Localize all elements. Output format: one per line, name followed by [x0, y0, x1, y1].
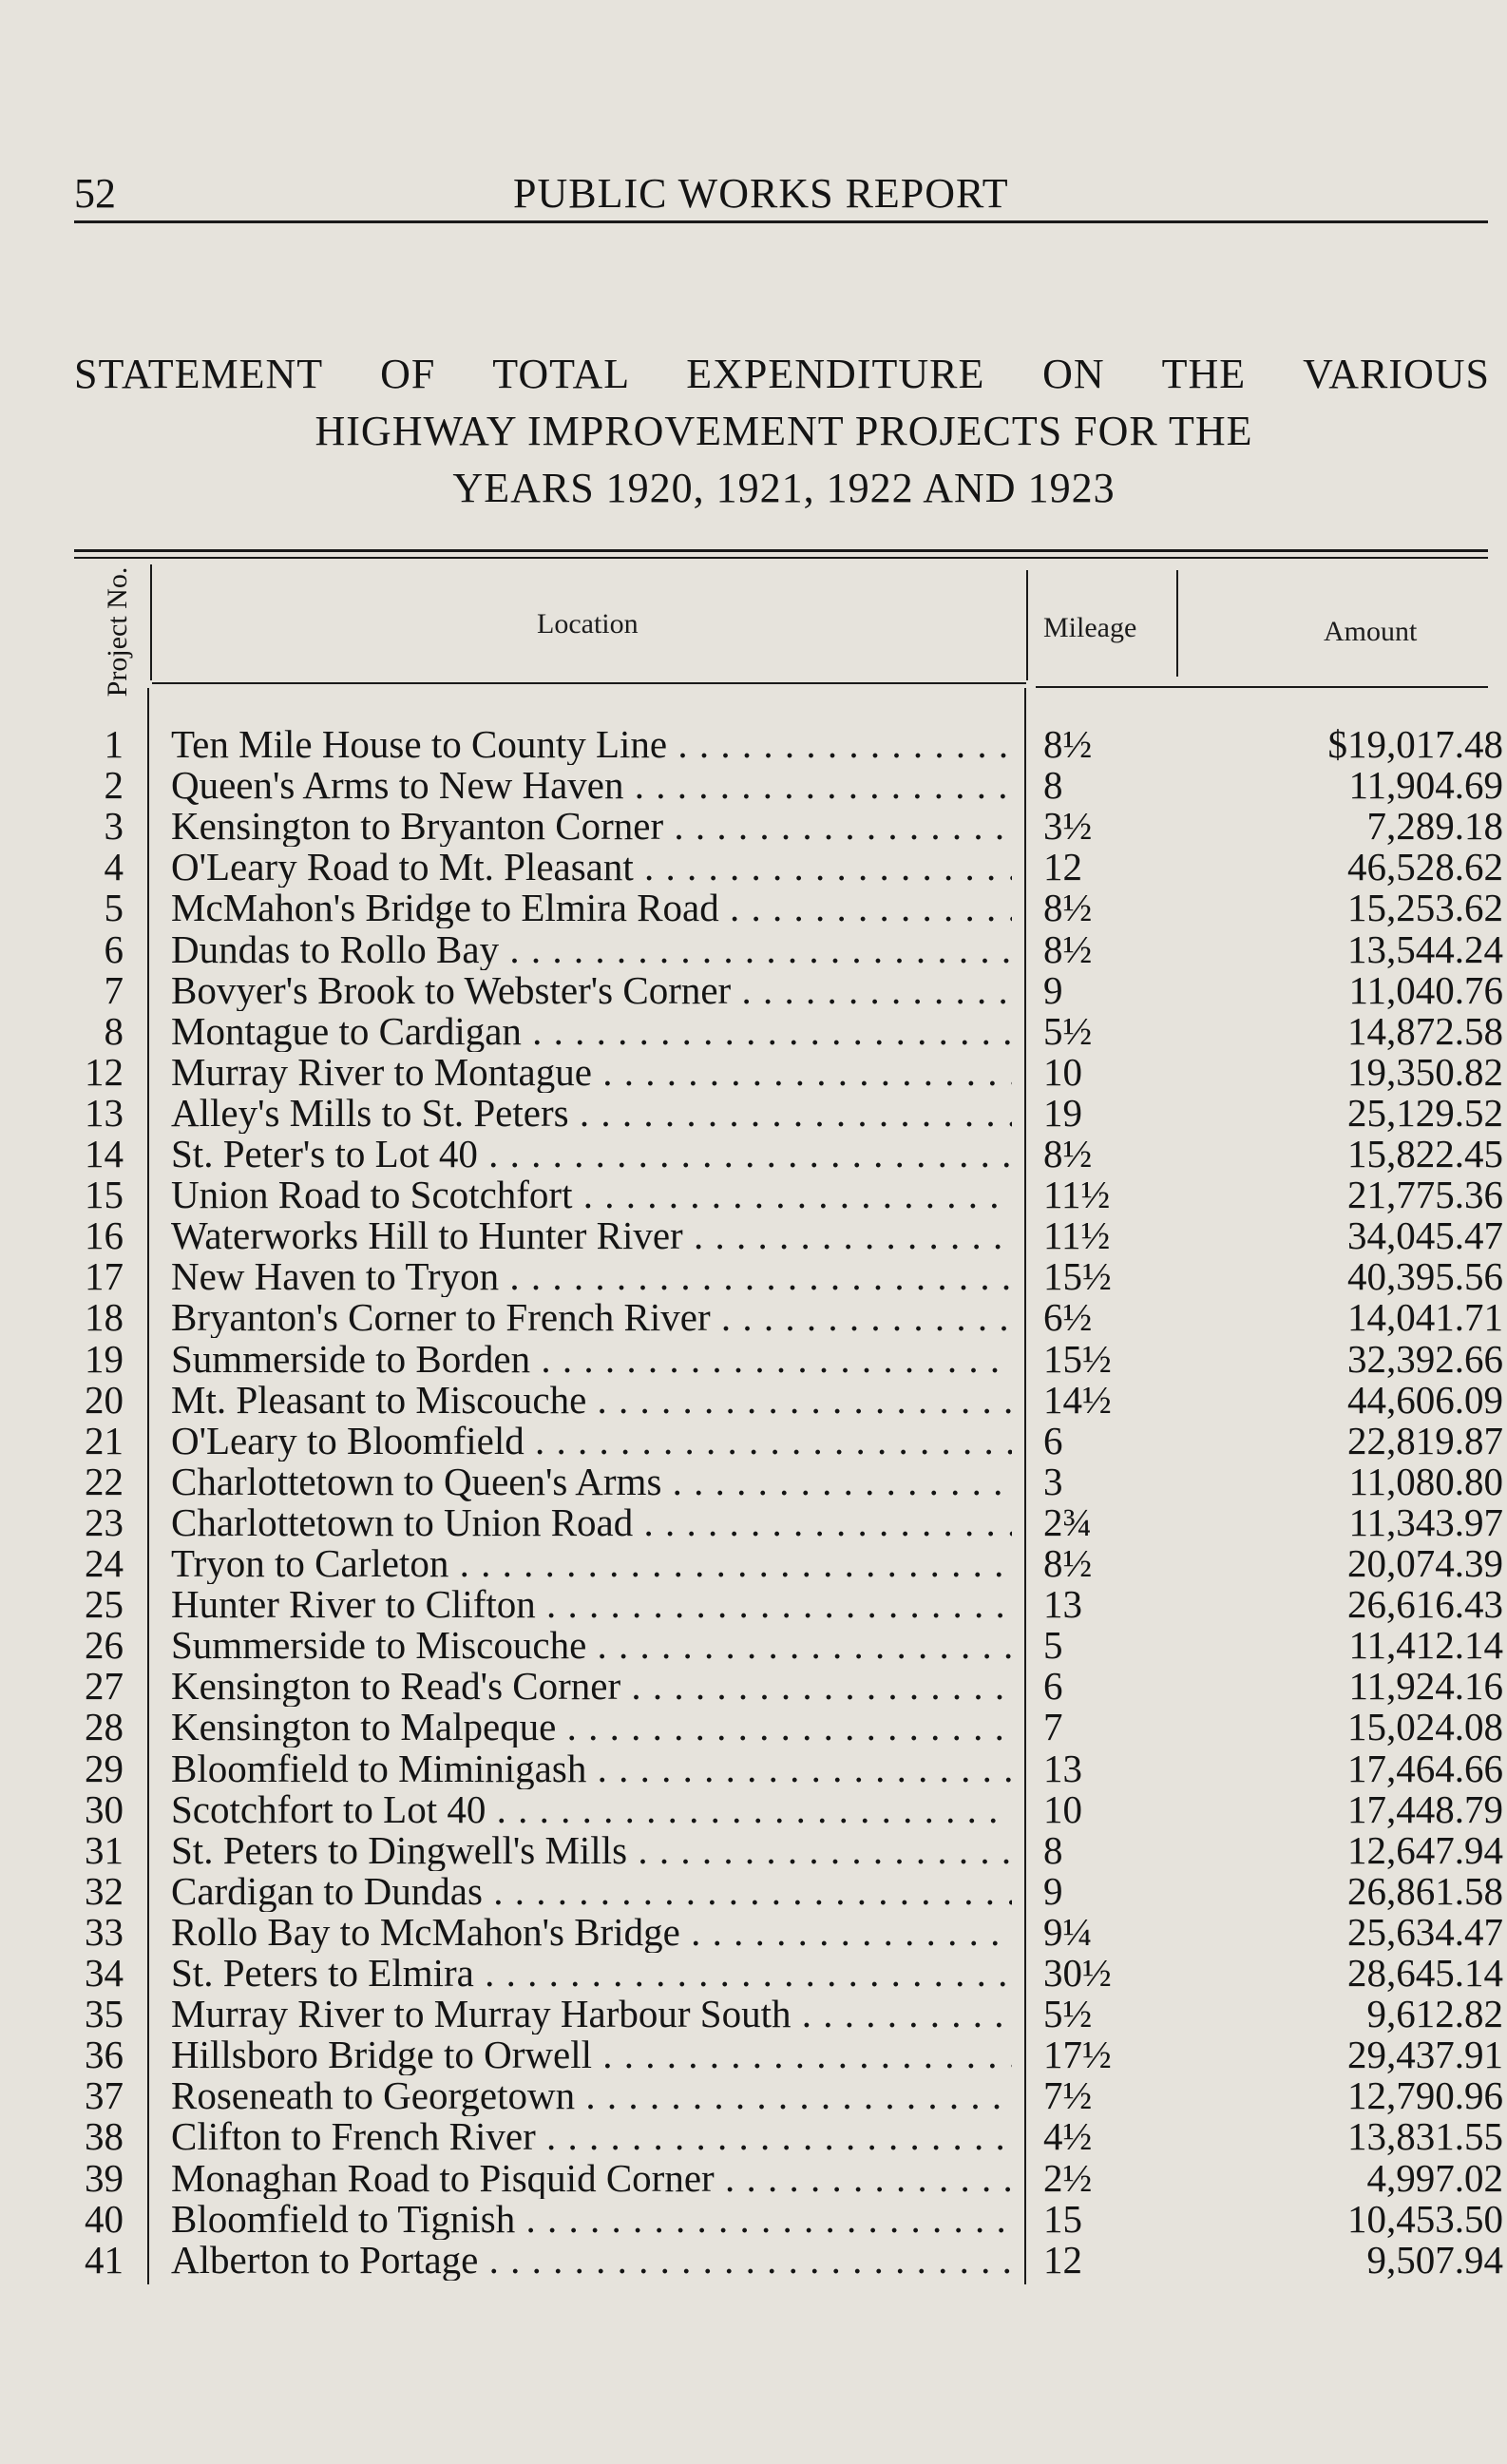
- project-number: 3: [104, 804, 124, 848]
- mileage-cell: 11½: [1043, 1213, 1111, 1257]
- project-number: 6: [104, 927, 124, 971]
- location-cell: O'Leary Road to Mt. Pleasant . . .: [171, 847, 1012, 888]
- amount-cell: 9,612.82: [1366, 1992, 1503, 2035]
- mileage-cell: 7½: [1043, 2073, 1093, 2117]
- table-row: [0, 806, 1507, 847]
- mileage-cell: 8½: [1043, 1132, 1093, 1175]
- mileage-cell: 5½: [1043, 1009, 1093, 1053]
- amount-cell: 11,412.14: [1348, 1623, 1503, 1667]
- location-cell: Hunter River to Clifton . . .: [171, 1584, 1012, 1625]
- location-cell: McMahon's Bridge to Elmira Road . . .: [171, 888, 1012, 928]
- table-row: [0, 1256, 1507, 1297]
- header-divider-mileage: [1176, 570, 1178, 677]
- project-number: 13: [85, 1091, 124, 1135]
- mileage-cell: 14½: [1043, 1378, 1112, 1422]
- location-cell: Summerside to Miscouche . . .: [171, 1625, 1012, 1666]
- mileage-cell: 13: [1043, 1582, 1082, 1626]
- table-row: [0, 2034, 1507, 2075]
- table-row: [0, 1912, 1507, 1953]
- amount-cell: 9,507.94: [1366, 2238, 1503, 2282]
- mileage-cell: 6: [1043, 1664, 1063, 1708]
- project-number: 22: [85, 1460, 124, 1503]
- amount-cell: 46,528.62: [1347, 845, 1503, 888]
- mileage-cell: 15: [1043, 2197, 1082, 2241]
- location-cell: Queen's Arms to New Haven . . .: [171, 765, 1012, 806]
- amount-cell: 4,997.02: [1366, 2156, 1503, 2200]
- table-row: [0, 1666, 1507, 1707]
- table-row: [0, 1625, 1507, 1666]
- table-top-rule: [74, 549, 1488, 552]
- mileage-cell: 3½: [1043, 804, 1093, 848]
- project-number: 19: [85, 1337, 124, 1381]
- title-line-2: HIGHWAY IMPROVEMENT PROJECTS FOR THE: [315, 408, 1253, 454]
- table-row: [0, 2158, 1507, 2199]
- mileage-cell: 17½: [1043, 2033, 1112, 2076]
- mileage-cell: 7: [1043, 1705, 1063, 1748]
- column-header-project-no: Project No.: [102, 566, 133, 697]
- project-number: 24: [85, 1541, 124, 1585]
- amount-cell: 34,045.47: [1347, 1213, 1503, 1257]
- location-cell: Cardigan to Dundas . . .: [171, 1871, 1012, 1912]
- table-row: [0, 1994, 1507, 2034]
- amount-cell: 17,464.66: [1347, 1747, 1503, 1790]
- mileage-cell: 9¼: [1043, 1910, 1093, 1954]
- mileage-cell: 8½: [1043, 886, 1093, 929]
- project-number: 5: [104, 886, 124, 929]
- amount-cell: 11,924.16: [1348, 1664, 1503, 1708]
- table-row: [0, 2075, 1507, 2116]
- project-number: 32: [85, 1869, 124, 1913]
- mileage-cell: 4½: [1043, 2114, 1093, 2158]
- table-row: [0, 1830, 1507, 1871]
- amount-cell: 13,544.24: [1347, 927, 1503, 971]
- mileage-cell: 2¾: [1043, 1500, 1093, 1544]
- project-number: 27: [85, 1664, 124, 1708]
- project-number: 18: [85, 1295, 124, 1339]
- amount-cell: 22,819.87: [1347, 1419, 1503, 1462]
- project-number: 20: [85, 1378, 124, 1422]
- table-row: [0, 888, 1507, 928]
- amount-cell: 17,448.79: [1347, 1787, 1503, 1831]
- amount-cell: 7,289.18: [1366, 804, 1503, 848]
- header-rule: [74, 220, 1488, 223]
- location-cell: Tryon to Carleton . . .: [171, 1543, 1012, 1584]
- mileage-cell: 13: [1043, 1747, 1082, 1790]
- header-divider-project: [150, 564, 152, 680]
- project-number: 17: [85, 1254, 124, 1298]
- location-cell: Summerside to Borden . . .: [171, 1339, 1012, 1380]
- amount-cell: 21,775.36: [1347, 1173, 1503, 1216]
- mileage-cell: 12: [1043, 2238, 1082, 2282]
- table-row: [0, 1052, 1507, 1093]
- mileage-cell: 15½: [1043, 1337, 1112, 1381]
- header-bottom-rule: [152, 682, 1026, 684]
- amount-cell: 25,129.52: [1347, 1091, 1503, 1135]
- location-cell: Charlottetown to Queen's Arms . . .: [171, 1461, 1012, 1502]
- project-number: 39: [85, 2156, 124, 2200]
- table-row: [0, 2199, 1507, 2240]
- project-number: 2: [104, 763, 124, 807]
- table-row: [0, 847, 1507, 888]
- table-row: [0, 724, 1507, 765]
- mileage-cell: 6½: [1043, 1295, 1093, 1339]
- table-row: [0, 1215, 1507, 1256]
- table-row: [0, 1789, 1507, 1830]
- table-row: [0, 929, 1507, 970]
- project-number: 1: [104, 722, 124, 766]
- project-number: 16: [85, 1213, 124, 1257]
- project-number: 23: [85, 1500, 124, 1544]
- mileage-cell: 12: [1043, 845, 1082, 888]
- amount-cell: 15,024.08: [1347, 1705, 1503, 1748]
- amount-cell: 28,645.14: [1347, 1951, 1503, 1995]
- project-number: 38: [85, 2114, 124, 2158]
- project-number: 14: [85, 1132, 124, 1175]
- table-row: [0, 1380, 1507, 1421]
- amount-cell: 29,437.91: [1347, 2033, 1503, 2076]
- table-row: [0, 765, 1507, 806]
- page-number: 52: [74, 170, 116, 217]
- location-cell: Union Road to Scotchfort . . .: [171, 1175, 1012, 1215]
- location-cell: Bloomfield to Miminigash . . .: [171, 1748, 1012, 1789]
- amount-cell: 15,253.62: [1347, 886, 1503, 929]
- location-cell: Kensington to Bryanton Corner . . .: [171, 806, 1012, 847]
- project-number: 41: [85, 2238, 124, 2282]
- amount-cell: 40,395.56: [1347, 1254, 1503, 1298]
- project-number: 34: [85, 1951, 124, 1995]
- project-number: 25: [85, 1582, 124, 1626]
- mileage-cell: 8½: [1043, 927, 1093, 971]
- table-row: [0, 1011, 1507, 1052]
- location-cell: St. Peters to Dingwell's Mills . . .: [171, 1830, 1012, 1871]
- table-row: [0, 1543, 1507, 1584]
- amount-cell: 20,074.39: [1347, 1541, 1503, 1585]
- table-row: [0, 1748, 1507, 1789]
- project-number: 31: [85, 1828, 124, 1872]
- header-bottom-rule-right: [1036, 686, 1488, 688]
- project-number: 4: [104, 845, 124, 888]
- table-row: [0, 2116, 1507, 2157]
- amount-cell: 26,616.43: [1347, 1582, 1503, 1626]
- location-cell: Murray River to Montague . . .: [171, 1052, 1012, 1093]
- project-number: 33: [85, 1910, 124, 1954]
- amount-cell: 19,350.82: [1347, 1050, 1503, 1094]
- location-cell: St. Peters to Elmira . . .: [171, 1953, 1012, 1994]
- mileage-cell: 8: [1043, 763, 1063, 807]
- table-row: [0, 1175, 1507, 1215]
- mileage-cell: 5½: [1043, 1992, 1093, 2035]
- title-line-3: YEARS 1920, 1921, 1922 AND 1923: [452, 465, 1116, 511]
- project-number: 8: [104, 1009, 124, 1053]
- location-cell: Kensington to Malpeque . . .: [171, 1707, 1012, 1748]
- mileage-cell: 8: [1043, 1828, 1063, 1872]
- column-header-mileage: Mileage: [1043, 612, 1137, 643]
- location-cell: Alley's Mills to St. Peters . . .: [171, 1093, 1012, 1134]
- running-head: PUBLIC WORKS REPORT: [513, 170, 1009, 217]
- table-row: [0, 1339, 1507, 1380]
- project-number: 29: [85, 1747, 124, 1790]
- location-cell: Dundas to Rollo Bay . . .: [171, 929, 1012, 970]
- location-cell: O'Leary to Bloomfield . . .: [171, 1421, 1012, 1461]
- project-number: 37: [85, 2073, 124, 2117]
- amount-cell: 14,872.58: [1347, 1009, 1503, 1053]
- location-cell: Montague to Cardigan . . .: [171, 1011, 1012, 1052]
- mileage-cell: 10: [1043, 1050, 1082, 1094]
- location-cell: Scotchfort to Lot 40 . . .: [171, 1789, 1012, 1830]
- location-cell: Bovyer's Brook to Webster's Corner . . .: [171, 970, 1012, 1011]
- project-number: 30: [85, 1787, 124, 1831]
- table-row: [0, 1953, 1507, 1994]
- location-cell: St. Peter's to Lot 40 . . .: [171, 1134, 1012, 1175]
- table-row: [0, 2240, 1507, 2281]
- table-row: [0, 1134, 1507, 1175]
- location-cell: Bloomfield to Tignish . . .: [171, 2199, 1012, 2240]
- mileage-cell: 8½: [1043, 722, 1093, 766]
- table-row: [0, 1421, 1507, 1461]
- amount-cell: 44,606.09: [1347, 1378, 1503, 1422]
- table-row: [0, 1584, 1507, 1625]
- page-header: [0, 169, 1507, 217]
- amount-cell: 11,040.76: [1348, 968, 1503, 1012]
- mileage-cell: 2½: [1043, 2156, 1093, 2200]
- mileage-cell: 10: [1043, 1787, 1082, 1831]
- location-cell: Hillsboro Bridge to Orwell . . .: [171, 2034, 1012, 2075]
- amount-cell: 11,904.69: [1348, 763, 1503, 807]
- location-cell: Monaghan Road to Pisquid Corner . . .: [171, 2158, 1012, 2199]
- header-divider-location: [1026, 570, 1028, 680]
- project-number: 26: [85, 1623, 124, 1667]
- amount-cell: 26,861.58: [1347, 1869, 1503, 1913]
- location-cell: New Haven to Tryon . . .: [171, 1256, 1012, 1297]
- amount-cell: 15,822.45: [1347, 1132, 1503, 1175]
- location-cell: Clifton to French River . . .: [171, 2116, 1012, 2157]
- title-line-1: STATEMENT OF TOTAL EXPENDITURE ON THE VARIOUS: [74, 351, 1490, 397]
- project-number: 21: [85, 1419, 124, 1462]
- table-row: [0, 1297, 1507, 1338]
- location-cell: Charlottetown to Union Road . . .: [171, 1502, 1012, 1543]
- location-cell: Waterworks Hill to Hunter River . . .: [171, 1215, 1012, 1256]
- amount-cell: $19,017.48: [1327, 722, 1503, 766]
- mileage-cell: 15½: [1043, 1254, 1112, 1298]
- mileage-cell: 19: [1043, 1091, 1082, 1135]
- table-row: [0, 1461, 1507, 1502]
- table-row: [0, 1502, 1507, 1543]
- amount-cell: 12,647.94: [1347, 1828, 1503, 1872]
- column-header-amount: Amount: [1324, 616, 1418, 647]
- mileage-cell: 6: [1043, 1419, 1063, 1462]
- project-number: 12: [85, 1050, 124, 1094]
- table-row: [0, 1871, 1507, 1912]
- amount-cell: 12,790.96: [1347, 2073, 1503, 2117]
- amount-cell: 11,343.97: [1348, 1500, 1503, 1544]
- location-cell: Ten Mile House to County Line . . .: [171, 724, 1012, 765]
- amount-cell: 25,634.47: [1347, 1910, 1503, 1954]
- column-header-location: Location: [537, 608, 639, 640]
- table-top-rule-2: [74, 557, 1488, 559]
- table-row: [0, 1093, 1507, 1134]
- project-number: 28: [85, 1705, 124, 1748]
- table-row: [0, 1707, 1507, 1748]
- location-cell: Rollo Bay to McMahon's Bridge . . .: [171, 1912, 1012, 1953]
- mileage-cell: 3: [1043, 1460, 1063, 1503]
- location-cell: Kensington to Read's Corner . . .: [171, 1666, 1012, 1707]
- mileage-cell: 8½: [1043, 1541, 1093, 1585]
- location-cell: Mt. Pleasant to Miscouche . . .: [171, 1380, 1012, 1421]
- amount-cell: 32,392.66: [1347, 1337, 1503, 1381]
- amount-cell: 10,453.50: [1347, 2197, 1503, 2241]
- amount-cell: 14,041.71: [1347, 1295, 1503, 1339]
- mileage-cell: 9: [1043, 1869, 1063, 1913]
- amount-cell: 13,831.55: [1347, 2114, 1503, 2158]
- mileage-cell: 5: [1043, 1623, 1063, 1667]
- mileage-cell: 11½: [1043, 1173, 1111, 1216]
- project-number: 36: [85, 2033, 124, 2076]
- location-cell: Murray River to Murray Harbour South . . .: [171, 1994, 1012, 2034]
- project-number: 15: [85, 1173, 124, 1216]
- project-number: 40: [85, 2197, 124, 2241]
- amount-cell: 11,080.80: [1348, 1460, 1503, 1503]
- project-number: 7: [104, 968, 124, 1012]
- mileage-cell: 30½: [1043, 1951, 1112, 1995]
- location-cell: Bryanton's Corner to French River . . .: [171, 1297, 1012, 1338]
- location-cell: Roseneath to Georgetown . . .: [171, 2075, 1012, 2116]
- table-row: [0, 970, 1507, 1011]
- location-cell: Alberton to Portage . . .: [171, 2240, 1012, 2281]
- mileage-cell: 9: [1043, 968, 1063, 1012]
- project-number: 35: [85, 1992, 124, 2035]
